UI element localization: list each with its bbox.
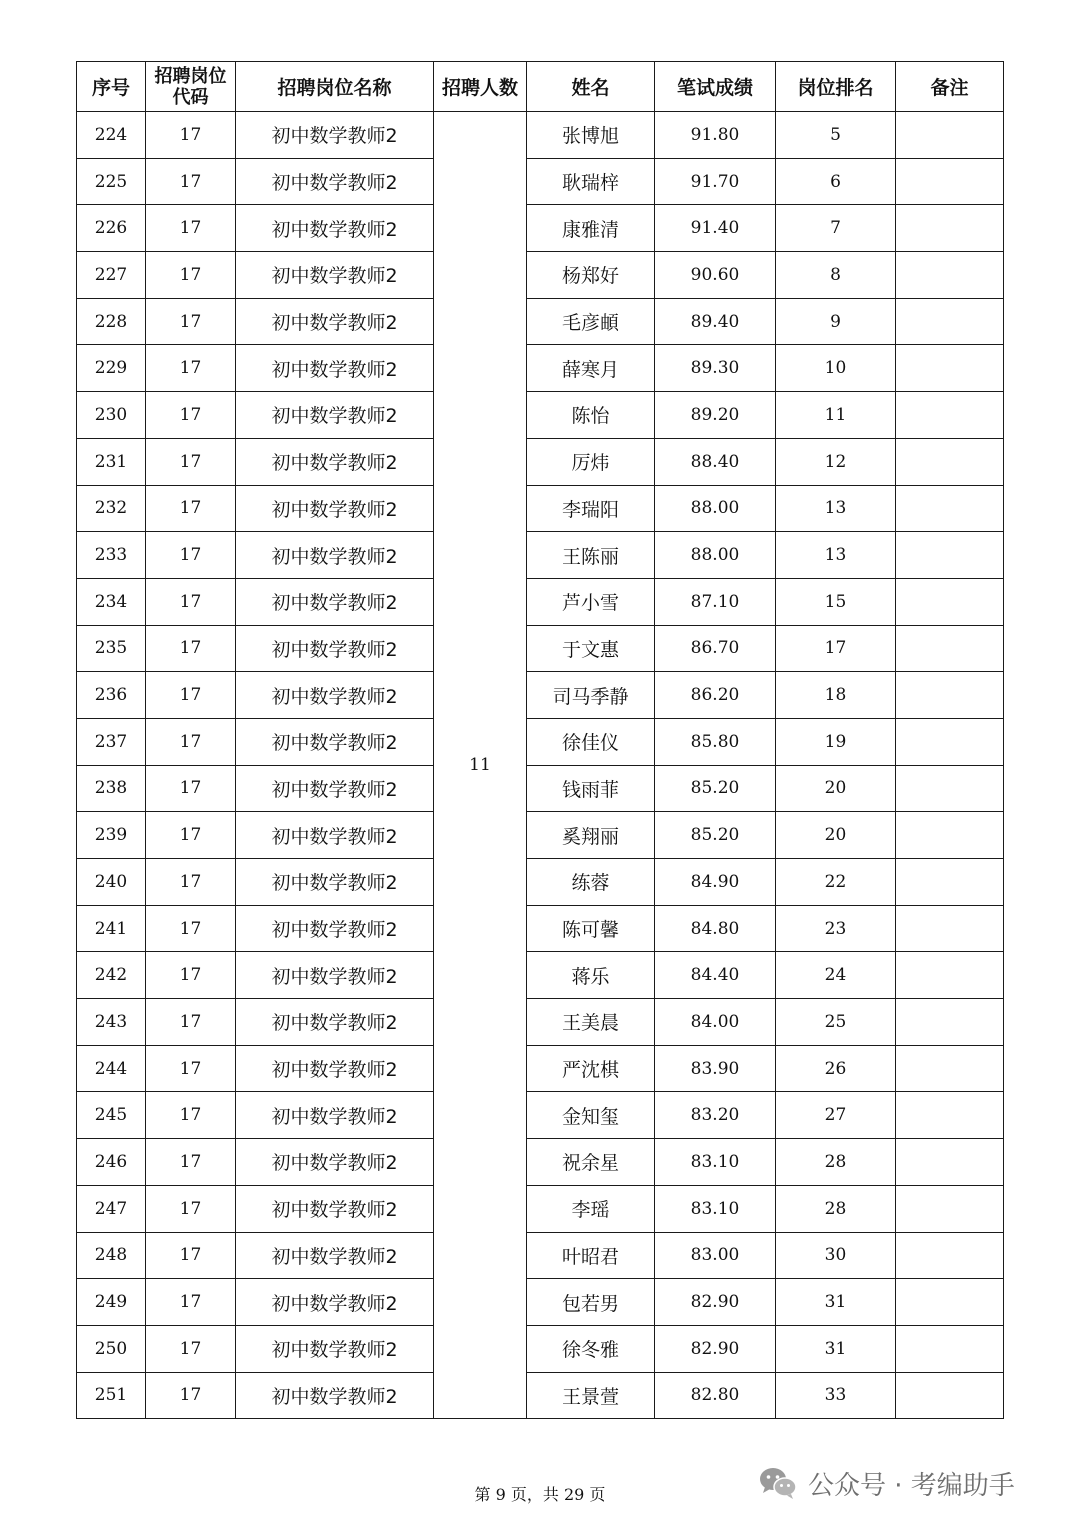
candidate-name-cell: 钱雨菲 (527, 765, 655, 812)
seq-cell: 244 (77, 1045, 146, 1092)
post-code-cell: 17 (146, 1232, 236, 1279)
rank-cell: 17 (776, 625, 896, 672)
table-row (77, 1185, 1004, 1232)
remark-cell (896, 672, 1004, 719)
post-name-cell: 初中数学教师2 (236, 1279, 434, 1326)
rank-cell: 27 (776, 1092, 896, 1139)
seq-cell: 226 (77, 205, 146, 252)
post-code-cell: 17 (146, 1139, 236, 1186)
seq-cell: 243 (77, 999, 146, 1046)
post-name-cell: 初中数学教师2 (236, 905, 434, 952)
candidate-name-cell: 杨郑好 (527, 252, 655, 299)
rank-cell: 13 (776, 532, 896, 579)
rank-cell: 18 (776, 672, 896, 719)
post-name-cell: 初中数学教师2 (236, 1372, 434, 1419)
table-row (77, 672, 1004, 719)
score-cell: 83.00 (655, 1232, 776, 1279)
candidate-name-cell: 奚翔丽 (527, 812, 655, 859)
candidate-name-cell: 耿瑞梓 (527, 158, 655, 205)
table-row (77, 1139, 1004, 1186)
candidate-name-cell: 张博旭 (527, 112, 655, 159)
post-code-cell: 17 (146, 952, 236, 999)
quota-cell: 11 (434, 112, 527, 1419)
rank-cell: 28 (776, 1139, 896, 1186)
rank-cell: 12 (776, 438, 896, 485)
post-code-cell: 17 (146, 999, 236, 1046)
candidate-name-cell: 严沈棋 (527, 1045, 655, 1092)
post-code-cell: 17 (146, 1092, 236, 1139)
rank-cell: 8 (776, 252, 896, 299)
score-cell: 85.20 (655, 765, 776, 812)
score-cell: 86.70 (655, 625, 776, 672)
seq-cell: 249 (77, 1279, 146, 1326)
remark-cell (896, 1372, 1004, 1419)
candidate-name-cell: 司马季静 (527, 672, 655, 719)
remark-cell (896, 718, 1004, 765)
table-row (77, 112, 1004, 159)
candidate-name-cell: 厉炜 (527, 438, 655, 485)
rank-cell: 19 (776, 718, 896, 765)
remark-cell (896, 859, 1004, 906)
score-cell: 91.40 (655, 205, 776, 252)
seq-cell: 235 (77, 625, 146, 672)
header-rank: 岗位排名 (776, 62, 896, 112)
score-cell: 84.40 (655, 952, 776, 999)
table-row (77, 905, 1004, 952)
rank-cell: 7 (776, 205, 896, 252)
post-code-cell: 17 (146, 1045, 236, 1092)
rank-cell: 15 (776, 578, 896, 625)
header-post-code: 招聘岗位代码 (146, 62, 236, 112)
remark-cell (896, 1139, 1004, 1186)
wechat-icon (758, 1466, 798, 1500)
candidate-name-cell: 叶昭君 (527, 1232, 655, 1279)
seq-cell: 240 (77, 859, 146, 906)
score-cell: 88.40 (655, 438, 776, 485)
candidate-name-cell: 毛彦頔 (527, 298, 655, 345)
header-row (77, 62, 1004, 112)
post-name-cell: 初中数学教师2 (236, 438, 434, 485)
table-row (77, 625, 1004, 672)
table-row (77, 205, 1004, 252)
post-code-cell: 17 (146, 345, 236, 392)
table-row (77, 1045, 1004, 1092)
post-code-cell: 17 (146, 298, 236, 345)
score-cell: 91.80 (655, 112, 776, 159)
remark-cell (896, 345, 1004, 392)
rank-cell: 26 (776, 1045, 896, 1092)
seq-cell: 237 (77, 718, 146, 765)
seq-cell: 224 (77, 112, 146, 159)
post-code-cell: 17 (146, 158, 236, 205)
rank-cell: 5 (776, 112, 896, 159)
table-row (77, 532, 1004, 579)
rank-cell: 22 (776, 859, 896, 906)
table-row (77, 392, 1004, 439)
candidate-name-cell: 王美晨 (527, 999, 655, 1046)
post-code-cell: 17 (146, 392, 236, 439)
header-remark: 备注 (896, 62, 1004, 112)
candidate-name-cell: 芦小雪 (527, 578, 655, 625)
seq-cell: 250 (77, 1325, 146, 1372)
candidate-name-cell: 练蓉 (527, 859, 655, 906)
table-row (77, 1092, 1004, 1139)
candidate-name-cell: 蒋乐 (527, 952, 655, 999)
seq-cell: 242 (77, 952, 146, 999)
seq-cell: 236 (77, 672, 146, 719)
rank-cell: 31 (776, 1279, 896, 1326)
remark-cell (896, 1232, 1004, 1279)
table-row (77, 578, 1004, 625)
remark-cell (896, 298, 1004, 345)
watermark (758, 1462, 1015, 1504)
seq-cell: 225 (77, 158, 146, 205)
seq-cell: 233 (77, 532, 146, 579)
remark-cell (896, 765, 1004, 812)
seq-cell: 239 (77, 812, 146, 859)
remark-cell (896, 392, 1004, 439)
post-name-cell: 初中数学教师2 (236, 1139, 434, 1186)
candidate-name-cell: 金知玺 (527, 1092, 655, 1139)
post-name-cell: 初中数学教师2 (236, 532, 434, 579)
seq-cell: 230 (77, 392, 146, 439)
rank-cell: 9 (776, 298, 896, 345)
post-code-cell: 17 (146, 765, 236, 812)
rank-cell: 6 (776, 158, 896, 205)
post-code-cell: 17 (146, 438, 236, 485)
watermark-text: 公众号 · 考编助手 (808, 1470, 1015, 1501)
remark-cell (896, 532, 1004, 579)
score-cell: 89.30 (655, 345, 776, 392)
table-row (77, 718, 1004, 765)
rank-cell: 33 (776, 1372, 896, 1419)
remark-cell (896, 112, 1004, 159)
results-table (76, 61, 1004, 1419)
table-row (77, 1372, 1004, 1419)
seq-cell: 241 (77, 905, 146, 952)
rank-cell: 10 (776, 345, 896, 392)
candidate-name-cell: 李瑞阳 (527, 485, 655, 532)
score-cell: 82.90 (655, 1325, 776, 1372)
seq-cell: 228 (77, 298, 146, 345)
page-number: 第 9 页，共 29 页 (474, 1485, 606, 1504)
score-cell: 87.10 (655, 578, 776, 625)
post-code-cell: 17 (146, 205, 236, 252)
header-post-name: 招聘岗位名称 (236, 62, 434, 112)
rank-cell: 28 (776, 1185, 896, 1232)
seq-cell: 229 (77, 345, 146, 392)
post-name-cell: 初中数学教师2 (236, 298, 434, 345)
remark-cell (896, 625, 1004, 672)
candidate-name-cell: 于文惠 (527, 625, 655, 672)
table-row (77, 952, 1004, 999)
post-name-cell: 初中数学教师2 (236, 392, 434, 439)
post-name-cell: 初中数学教师2 (236, 718, 434, 765)
candidate-name-cell: 徐冬雅 (527, 1325, 655, 1372)
table-row (77, 999, 1004, 1046)
post-name-cell: 初中数学教师2 (236, 345, 434, 392)
candidate-name-cell: 陈可馨 (527, 905, 655, 952)
candidate-name-cell: 王陈丽 (527, 532, 655, 579)
candidate-name-cell: 薛寒月 (527, 345, 655, 392)
post-code-cell: 17 (146, 1325, 236, 1372)
candidate-name-cell: 王景萱 (527, 1372, 655, 1419)
header-name: 姓名 (527, 62, 655, 112)
table-row (77, 345, 1004, 392)
post-name-cell: 初中数学教师2 (236, 859, 434, 906)
remark-cell (896, 485, 1004, 532)
rank-cell: 11 (776, 392, 896, 439)
table-row (77, 1325, 1004, 1372)
remark-cell (896, 812, 1004, 859)
remark-cell (896, 1325, 1004, 1372)
remark-cell (896, 205, 1004, 252)
post-code-cell: 17 (146, 1185, 236, 1232)
table-row (77, 812, 1004, 859)
remark-cell (896, 158, 1004, 205)
remark-cell (896, 578, 1004, 625)
header-quota: 招聘人数 (434, 62, 527, 112)
remark-cell (896, 252, 1004, 299)
post-name-cell: 初中数学教师2 (236, 1185, 434, 1232)
seq-cell: 248 (77, 1232, 146, 1279)
post-name-cell: 初中数学教师2 (236, 1045, 434, 1092)
score-cell: 82.80 (655, 1372, 776, 1419)
seq-cell: 247 (77, 1185, 146, 1232)
header-score: 笔试成绩 (655, 62, 776, 112)
remark-cell (896, 1185, 1004, 1232)
score-cell: 83.90 (655, 1045, 776, 1092)
candidate-name-cell: 徐佳仪 (527, 718, 655, 765)
seq-cell: 231 (77, 438, 146, 485)
post-name-cell: 初中数学教师2 (236, 952, 434, 999)
rank-cell: 20 (776, 765, 896, 812)
post-name-cell: 初中数学教师2 (236, 765, 434, 812)
post-code-cell: 17 (146, 1279, 236, 1326)
score-cell: 85.20 (655, 812, 776, 859)
post-name-cell: 初中数学教师2 (236, 1325, 434, 1372)
post-code-cell: 17 (146, 485, 236, 532)
post-code-cell: 17 (146, 672, 236, 719)
score-cell: 86.20 (655, 672, 776, 719)
score-cell: 83.10 (655, 1139, 776, 1186)
post-name-cell: 初中数学教师2 (236, 625, 434, 672)
score-cell: 83.20 (655, 1092, 776, 1139)
candidate-name-cell: 李瑶 (527, 1185, 655, 1232)
post-code-cell: 17 (146, 112, 236, 159)
remark-cell (896, 1092, 1004, 1139)
candidate-name-cell: 陈怡 (527, 392, 655, 439)
post-name-cell: 初中数学教师2 (236, 812, 434, 859)
rank-cell: 20 (776, 812, 896, 859)
rank-cell: 31 (776, 1325, 896, 1372)
table-body (77, 112, 1004, 1419)
seq-cell: 234 (77, 578, 146, 625)
table-row (77, 485, 1004, 532)
table-row (77, 252, 1004, 299)
seq-cell: 238 (77, 765, 146, 812)
post-code-cell: 17 (146, 252, 236, 299)
score-cell: 88.00 (655, 532, 776, 579)
rank-cell: 30 (776, 1232, 896, 1279)
table-row (77, 298, 1004, 345)
remark-cell (896, 1045, 1004, 1092)
table-row (77, 1279, 1004, 1326)
candidate-name-cell: 祝余星 (527, 1139, 655, 1186)
score-cell: 91.70 (655, 158, 776, 205)
remark-cell (896, 952, 1004, 999)
candidate-name-cell: 包若男 (527, 1279, 655, 1326)
rank-cell: 13 (776, 485, 896, 532)
score-cell: 89.20 (655, 392, 776, 439)
post-code-cell: 17 (146, 859, 236, 906)
post-code-cell: 17 (146, 905, 236, 952)
header-seq: 序号 (77, 62, 146, 112)
rank-cell: 23 (776, 905, 896, 952)
post-code-cell: 17 (146, 1372, 236, 1419)
table-row (77, 859, 1004, 906)
table-row (77, 765, 1004, 812)
seq-cell: 227 (77, 252, 146, 299)
post-code-cell: 17 (146, 578, 236, 625)
post-code-cell: 17 (146, 625, 236, 672)
seq-cell: 246 (77, 1139, 146, 1186)
candidate-name-cell: 康雅清 (527, 205, 655, 252)
score-cell: 85.80 (655, 718, 776, 765)
remark-cell (896, 438, 1004, 485)
post-name-cell: 初中数学教师2 (236, 1232, 434, 1279)
remark-cell (896, 905, 1004, 952)
post-name-cell: 初中数学教师2 (236, 578, 434, 625)
table-row (77, 1232, 1004, 1279)
post-name-cell: 初中数学教师2 (236, 158, 434, 205)
seq-cell: 232 (77, 485, 146, 532)
post-name-cell: 初中数学教师2 (236, 485, 434, 532)
score-cell: 90.60 (655, 252, 776, 299)
remark-cell (896, 999, 1004, 1046)
post-code-cell: 17 (146, 532, 236, 579)
post-code-cell: 17 (146, 718, 236, 765)
remark-cell (896, 1279, 1004, 1326)
score-cell: 88.00 (655, 485, 776, 532)
rank-cell: 25 (776, 999, 896, 1046)
seq-cell: 251 (77, 1372, 146, 1419)
seq-cell: 245 (77, 1092, 146, 1139)
table-row (77, 438, 1004, 485)
post-name-cell: 初中数学教师2 (236, 999, 434, 1046)
score-cell: 89.40 (655, 298, 776, 345)
post-code-cell: 17 (146, 812, 236, 859)
post-name-cell: 初中数学教师2 (236, 252, 434, 299)
post-name-cell: 初中数学教师2 (236, 672, 434, 719)
score-cell: 84.80 (655, 905, 776, 952)
score-cell: 83.10 (655, 1185, 776, 1232)
score-cell: 84.90 (655, 859, 776, 906)
score-cell: 84.00 (655, 999, 776, 1046)
score-cell: 82.90 (655, 1279, 776, 1326)
table-row (77, 158, 1004, 205)
post-name-cell: 初中数学教师2 (236, 1092, 434, 1139)
post-name-cell: 初中数学教师2 (236, 112, 434, 159)
post-name-cell: 初中数学教师2 (236, 205, 434, 252)
rank-cell: 24 (776, 952, 896, 999)
